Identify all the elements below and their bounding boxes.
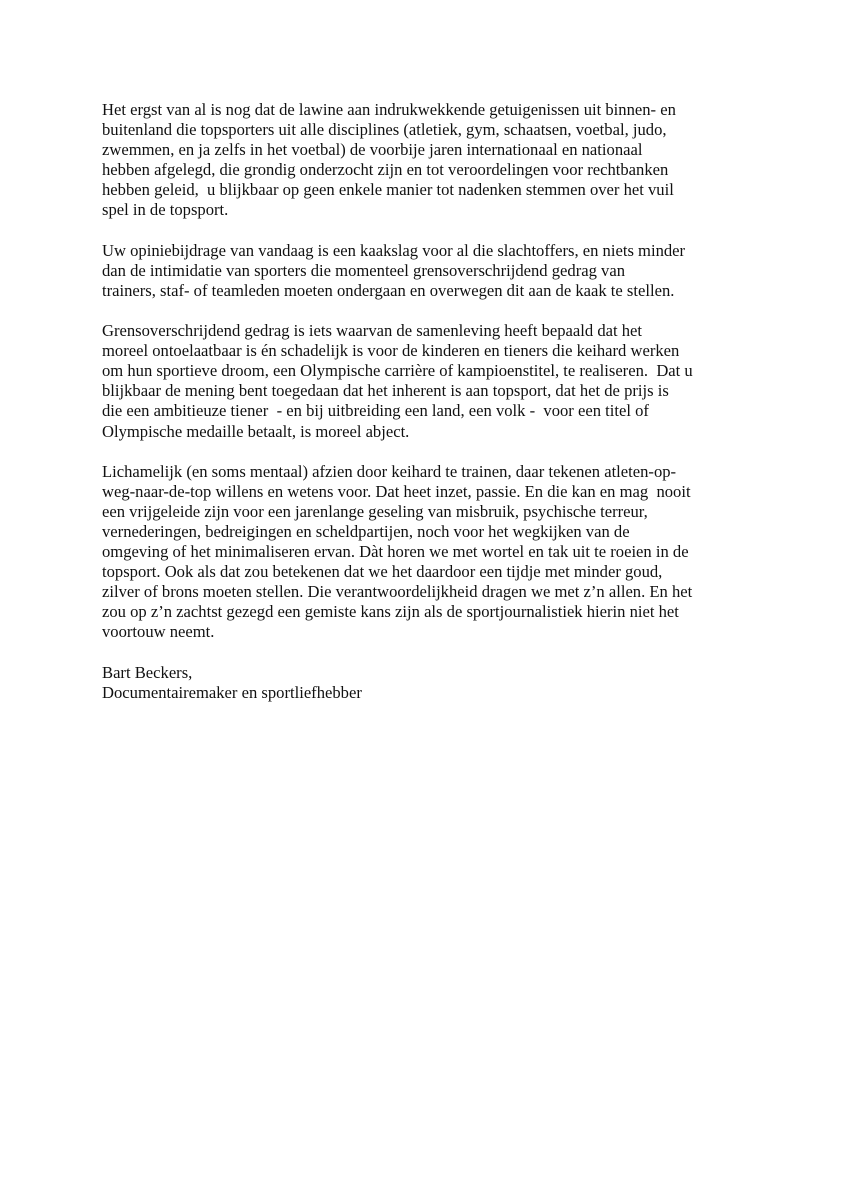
paragraph-2 — [102, 241, 762, 301]
text-line: trainers, staf- of teamleden moeten ondergaan en overwegen dit aan de kaak te stellen. — [102, 280, 675, 300]
text-line: zwemmen, en ja zelfs in het voetbal) de voorbije jaren internationaal en nationaal — [102, 140, 643, 160]
text-line: hebben afgelegd, die grondig onderzocht zijn en tot veroordelingen voor rechtbanken — [102, 160, 669, 180]
text-line: topsport. Ook als dat zou betekenen dat we het daardoor een tijdje met minder goud, — [102, 562, 663, 582]
text-line: spel in de topsport. — [102, 200, 229, 220]
text-line: voortouw neemt. — [102, 622, 215, 642]
text-line: Het ergst van al is nog dat de lawine aan indrukwekkende getuigenissen uit binnen- en — [102, 100, 676, 119]
paragraph-spacer — [102, 221, 762, 241]
paragraph-spacer — [102, 643, 762, 663]
text-line: dan de intimidatie van sporters die momenteel grensoverschrijdend gedrag van — [102, 260, 625, 280]
text-line: zou op z’n zachtst gezegd een gemiste kans zijn als de sportjournalistiek hierin niet het — [102, 602, 679, 622]
text-line: Uw opiniebijdrage van vandaag is een kaakslag voor al die slachtoffers, en niets minder — [102, 240, 686, 260]
text-line: moreel ontoelaatbaar is én schadelijk is voor de kinderen en tieners die keihard werken — [102, 341, 680, 361]
text-line: buitenland die topsporters uit alle disciplines (atletiek, gym, schaatsen, voetbal, judo, — [102, 120, 667, 140]
letter-body — [102, 100, 762, 703]
paragraph-spacer — [102, 301, 762, 321]
text-line: omgeving of het minimaliseren ervan. Dàt horen we met wortel en tak uit te roeien in de — [102, 542, 689, 562]
text-line: die een ambitieuze tiener - en bij uitbreiding een land, een volk - voor een titel of — [102, 401, 649, 421]
signature-role: Documentairemaker en sportliefhebber — [102, 682, 362, 702]
text-line: een vrijgeleide zijn voor een jarenlange geseling van misbruik, psychische terreur, — [102, 501, 648, 521]
signature-name: Bart Beckers, — [102, 662, 193, 682]
text-line: Grensoverschrijdend gedrag is iets waarvan de samenleving heeft bepaald dat het — [102, 321, 643, 341]
text-line: vernederingen, bedreigingen en scheldpartijen, noch voor het wegkijken van de — [102, 521, 630, 541]
paragraph-4 — [102, 462, 762, 643]
text-line: blijkbaar de mening bent toegedaan dat het inherent is aan topsport, dat het de prijs is — [102, 381, 669, 401]
paragraph-3 — [102, 321, 762, 442]
text-line: om hun sportieve droom, een Olympische carrière of kampioenstitel, te realiseren. Dat u — [102, 361, 693, 381]
paragraph-spacer — [102, 442, 762, 462]
text-line: hebben geleid, u blijkbaar op geen enkele manier tot nadenken stemmen over het vuil — [102, 180, 674, 200]
signature-block — [102, 663, 762, 703]
text-line: Olympische medaille betaalt, is moreel abject. — [102, 421, 410, 441]
paragraph-1 — [102, 100, 762, 221]
text-line: Lichamelijk (en soms mentaal) afzien door keihard te trainen, daar tekenen atleten-op- — [102, 461, 677, 481]
text-line: zilver of brons moeten stellen. Die verantwoordelijkheid dragen we met z’n allen. En het — [102, 582, 693, 602]
text-line: weg-naar-de-top willens en wetens voor. Dat heet inzet, passie. En die kan en mag nooit — [102, 481, 691, 501]
